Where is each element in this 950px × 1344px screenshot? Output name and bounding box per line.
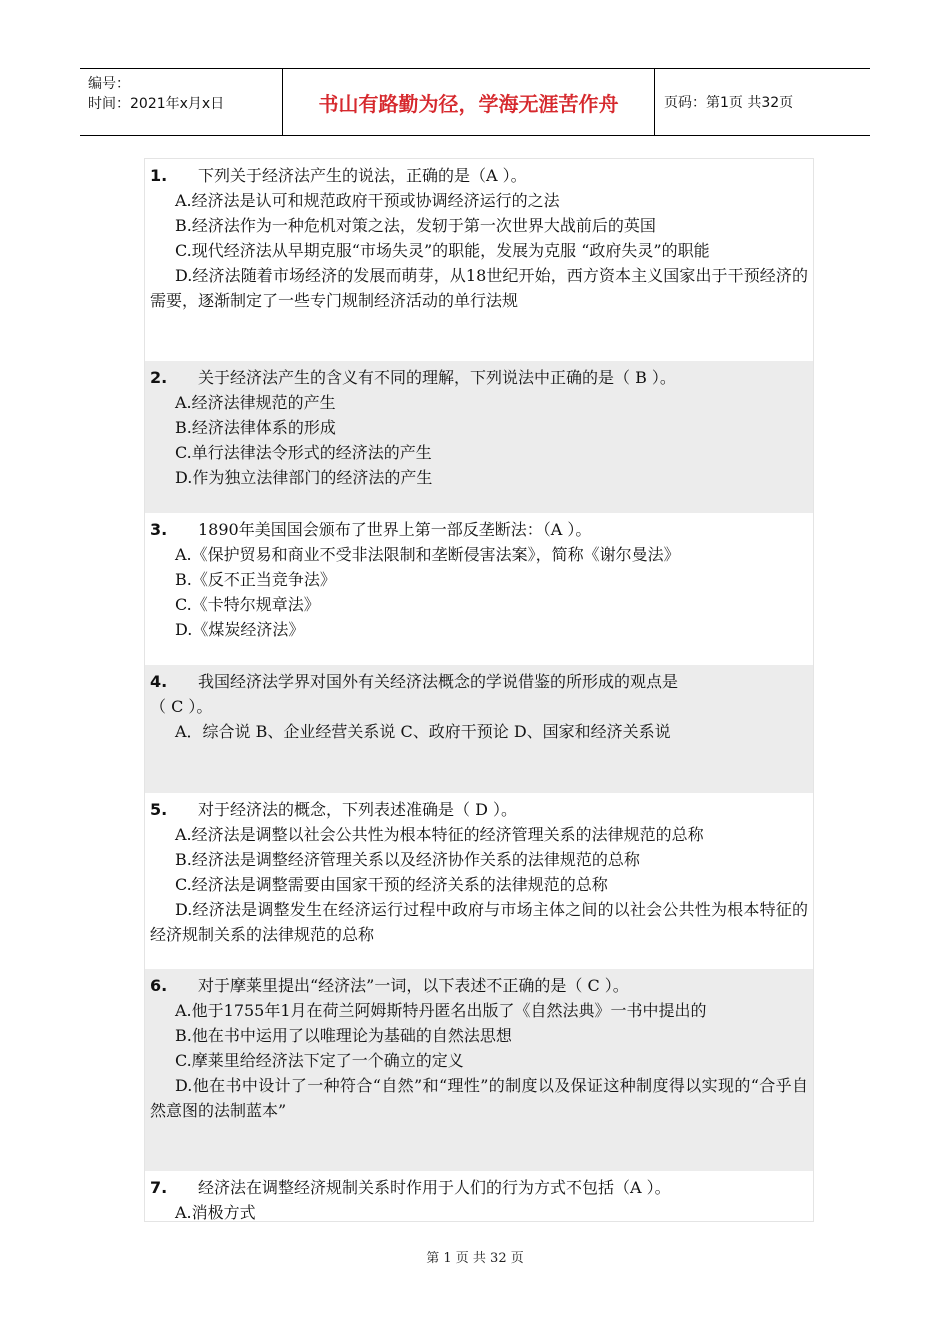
- option-a: A.经济法是调整以社会公共性为根本特征的经济管理关系的法律规范的总称: [175, 825, 704, 844]
- question-number: 5.: [150, 800, 168, 819]
- option-b: B.他在书中运用了以唯理论为基础的自然法思想: [175, 1026, 512, 1045]
- option-d: D.经济法是调整发生在经济运行过程中政府与市场主体之间的以社会公共性为根本特征的经济规制关系的法律规范的总称: [150, 900, 808, 944]
- question-6: [145, 969, 813, 1171]
- question-stem: 对于经济法的概念，下列表述准确是（ D ）。: [198, 800, 518, 819]
- option-d: D.《煤炭经济法》: [175, 620, 305, 639]
- question-5: [145, 793, 813, 969]
- question-stem: 关于经济法产生的含义有不同的理解，下列说法中正确的是（ B ）。: [198, 368, 676, 387]
- question-stem: 下列关于经济法产生的说法，正确的是（A ）。: [198, 166, 527, 185]
- question-number: 3.: [150, 520, 168, 539]
- option-d: D.作为独立法律部门的经济法的产生: [175, 468, 433, 487]
- option-b: B.经济法是调整经济管理关系以及经济协作关系的法律规范的总称: [175, 850, 640, 869]
- option-c: C.单行法律法令形式的经济法的产生: [175, 443, 432, 462]
- option-c: C.经济法是调整需要由国家干预的经济关系的法律规范的总称: [175, 875, 608, 894]
- option-b: B.经济法作为一种危机对策之法，发轫于第一次世界大战前后的英国: [175, 216, 656, 235]
- question-stem: 我国经济法学界对国外有关经济法概念的学说借鉴的所形成的观点是: [198, 672, 679, 691]
- header-motto: 书山有路勤为径，学海无涯苦作舟: [283, 69, 655, 135]
- option-line: A．综合说 B、企业经营关系说 C、政府干预论 D、国家和经济关系说: [175, 722, 671, 741]
- option-b: B.经济法律体系的形成: [175, 418, 336, 437]
- question-stem: 经济法在调整经济规制关系时作用于人们的行为方式不包括（A ）。: [198, 1178, 671, 1197]
- option-a: A.经济法律规范的产生: [175, 393, 336, 412]
- page-footer: 第 1 页 共 32 页: [426, 1251, 524, 1266]
- option-d: D.经济法随着市场经济的发展而萌芽，从18世纪开始，西方资本主义国家出于干预经济的需要，逐渐制定了一些专门规制经济活动的单行法规: [150, 266, 808, 310]
- option-b: B.《反不正当竞争法》: [175, 570, 336, 589]
- question-stem: 1890年美国国会颁布了世界上第一部反垄断法：（A ）。: [198, 520, 592, 539]
- option-c: C.现代经济法从早期克服“市场失灵”的职能，发展为克服 “政府失灵”的职能: [175, 241, 710, 260]
- question-1: [145, 159, 813, 361]
- question-3: [145, 513, 813, 665]
- header-page-info: 页码：第1页 共32页: [664, 95, 794, 111]
- option-a: A.《保护贸易和商业不受非法限制和垄断侵害法案》，简称《谢尔曼法》: [175, 545, 680, 564]
- question-number: 4.: [150, 672, 168, 691]
- option-c: C.摩莱里给经济法下定了一个确立的定义: [175, 1051, 464, 1070]
- option-c: C.《卡特尔规章法》: [175, 595, 320, 614]
- option-a: A.他于1755年1月在荷兰阿姆斯特丹匿名出版了《自然法典》一书中提出的: [175, 1001, 707, 1020]
- question-7: [145, 1171, 813, 1222]
- question-stem-continued: （ C ）。: [150, 697, 213, 716]
- question-list: [144, 158, 814, 1222]
- header-meta-cell: [80, 69, 283, 135]
- question-number: 1.: [150, 166, 168, 185]
- serial-label: 编号：: [88, 76, 130, 92]
- question-number: 7.: [150, 1178, 168, 1197]
- question-number: 2.: [150, 368, 168, 387]
- option-d: D.他在书中设计了一种符合“自然”和“理性”的制度以及保证这种制度得以实现的“合乎自然意图的法制蓝本”: [150, 1076, 808, 1120]
- date-label: 时间：2021年x月x日: [88, 96, 225, 112]
- question-number: 6.: [150, 976, 168, 995]
- question-2: [145, 361, 813, 513]
- option-a: A.消极方式: [175, 1203, 256, 1222]
- question-stem: 对于摩莱里提出“经济法”一词，以下表述不正确的是（ C ）。: [198, 976, 629, 995]
- question-4: [145, 665, 813, 793]
- page-header: [80, 68, 870, 136]
- option-a: A.经济法是认可和规范政府干预或协调经济运行的之法: [175, 191, 560, 210]
